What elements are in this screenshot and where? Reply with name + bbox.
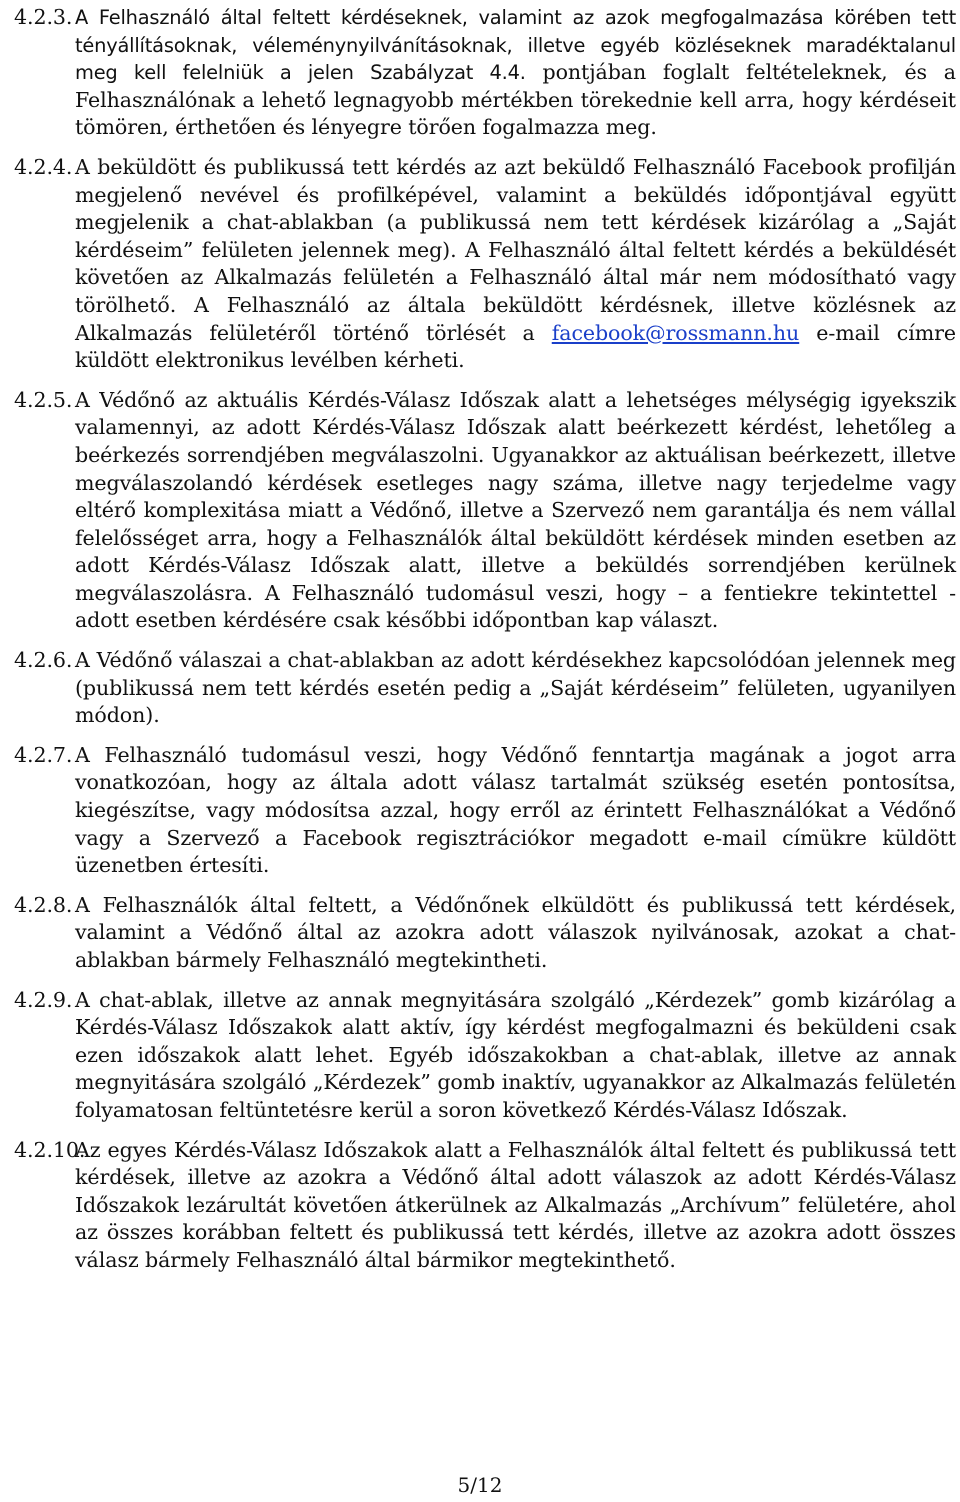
section-number: 4.2.9. [14, 987, 73, 1012]
section-4-2-8 [14, 892, 956, 975]
section-4-2-4 [14, 154, 956, 375]
email-link[interactable]: facebook@rossmann.hu [551, 320, 800, 345]
section-4-2-9 [14, 987, 956, 1125]
section-text: A Felhasználók által feltett, a Védőnőnek elküldött és publikussá tett kérdések, valamint a Védőnő által az azokra adott válaszok nyilvánosak, azokat a chat-ablakban bármely Felhasználó megtekintheti. [75, 892, 956, 972]
section-number: 4.2.5. [14, 387, 73, 412]
section-4-2-6 [14, 647, 956, 730]
section-text: A Védőnő az aktuális Kérdés-Válasz Időszak alatt a lehetséges mélységig igyekszik valamennyi, az adott Kérdés-Válasz Időszak alatt beérkezett kérdést, lehetőleg a beérkezés sorrendjében megválaszolni. Ugyanakkor az aktuálisan beérkezett, illetve megválaszolandó kérdések esetleges nagy száma, illetve nagy terjedelme vagy eltérő komplexitása miatt a Védőnő, illetve a Szervező nem garantálja és nem vállal felelősséget arra, hogy a Felhasználók által beküldött kérdések minden esetben az adott Kérdés-Válasz Időszak alatt, illetve a beküldés sorrendjében kerülnek megválaszolásra. A Felhasználó tudomásul veszi, hogy – a fentiekre tekintettel - adott esetben kérdésére csak későbbi időpontban kap választ. [75, 387, 956, 633]
section-text: A Felhasználó tudomásul veszi, hogy Védőnő fenntartja magának a jogot arra vonatkozóan, hogy az általa adott válasz tartalmát szükség esetén pontosítsa, kiegészítse, vagy módosítsa azzal, hogy erről az érintett Felhasználókat a Védőnő vagy a Szervező a Facebook regisztrációkor megadott e-mail címükre küldött üzenetben értesíti. [75, 742, 956, 878]
section-lead-text: A Felhasználó által feltett kérdéseknek, valamint az azok megfogalmazása körében tett tényállításoknak, véleménynyilvánításoknak, illetve egyéb közléseknek maradéktalanul meg kell felelniük a jelen Szabályzat 4.4. [75, 6, 956, 85]
section-4-2-5 [14, 387, 956, 635]
section-number: 4.2.7. [14, 742, 73, 767]
page-footer [0, 1472, 960, 1498]
section-number: 4.2.3. [14, 5, 73, 29]
section-text: Az egyes Kérdés-Válasz Időszakok alatt a Felhasználók által feltett és publikussá tett kérdések, illetve az azokra a Védőnő által adott válaszok az adott Kérdés-Válasz Időszakok lezárultát követően átkerülnek az Alkalmazás „Archívum” felületére, ahol az összes korábban feltett és publikussá tett kérdés, illetve az azokra adott összes válasz bármely Felhasználó által bármikor megtekinthető. [75, 1137, 956, 1272]
page-number: 5/12 [457, 1473, 503, 1497]
section-4-2-3 [14, 4, 956, 142]
section-number: 4.2.10. [14, 1137, 86, 1162]
section-number: 4.2.4. [14, 154, 73, 179]
section-text: pontjában foglalt feltételeknek, és a Felhasználónak a lehető legnagyobb mértékben törekednie kell arra, hogy kérdéseit tömören, érthetően és lényegre törően fogalmazza meg. [75, 60, 956, 140]
section-text: A Védőnő válaszai a chat-ablakban az adott kérdésekhez kapcsolódóan jelennek meg (publikussá nem tett kérdés esetén pedig a „Saját kérdéseim” felületen, ugyanilyen módon). [75, 648, 956, 728]
section-text-after: e-mail címre küldött elektronikus levélben kérheti. [75, 320, 956, 373]
section-number: 4.2.6. [14, 648, 73, 673]
section-text: A chat-ablak, illetve az annak megnyitására szolgáló „Kérdezek” gomb kizárólag a Kérdés-Válasz Időszakok alatt aktív, így kérdést megfogalmazni és beküldeni csak ezen időszakok alatt lehet. Egyéb időszakokban a chat-ablak, illetve az annak megnyitására szolgáló „Kérdezek” gomb inaktív, ugyanakkor az Alkalmazás felületén folyamatosan feltüntetésre kerül a soron következő Kérdés-Válasz Időszak. [75, 987, 956, 1122]
section-text: A beküldött és publikussá tett kérdés az azt beküldő Felhasználó Facebook profilján megjelenő nevével és profilképével, valamint a beküldés időpontjával együtt megjelenik a chat-ablakban (a publikussá nem tett kérdések kizárólag a „Saját kérdéseim” felületen jelennek meg). A Felhasználó által feltett kérdés a beküldését követően az Alkalmazás felületén a Felhasználó által már nem módosítható vagy törölhető. A Felhasználó az általa beküldött kérdésnek, illetve közlésnek az Alkalmazás felületéről történő törlését a [75, 154, 956, 345]
section-4-2-7 [14, 742, 956, 880]
section-4-2-10 [14, 1137, 956, 1275]
section-list [14, 4, 956, 1287]
section-number: 4.2.8. [14, 892, 73, 917]
